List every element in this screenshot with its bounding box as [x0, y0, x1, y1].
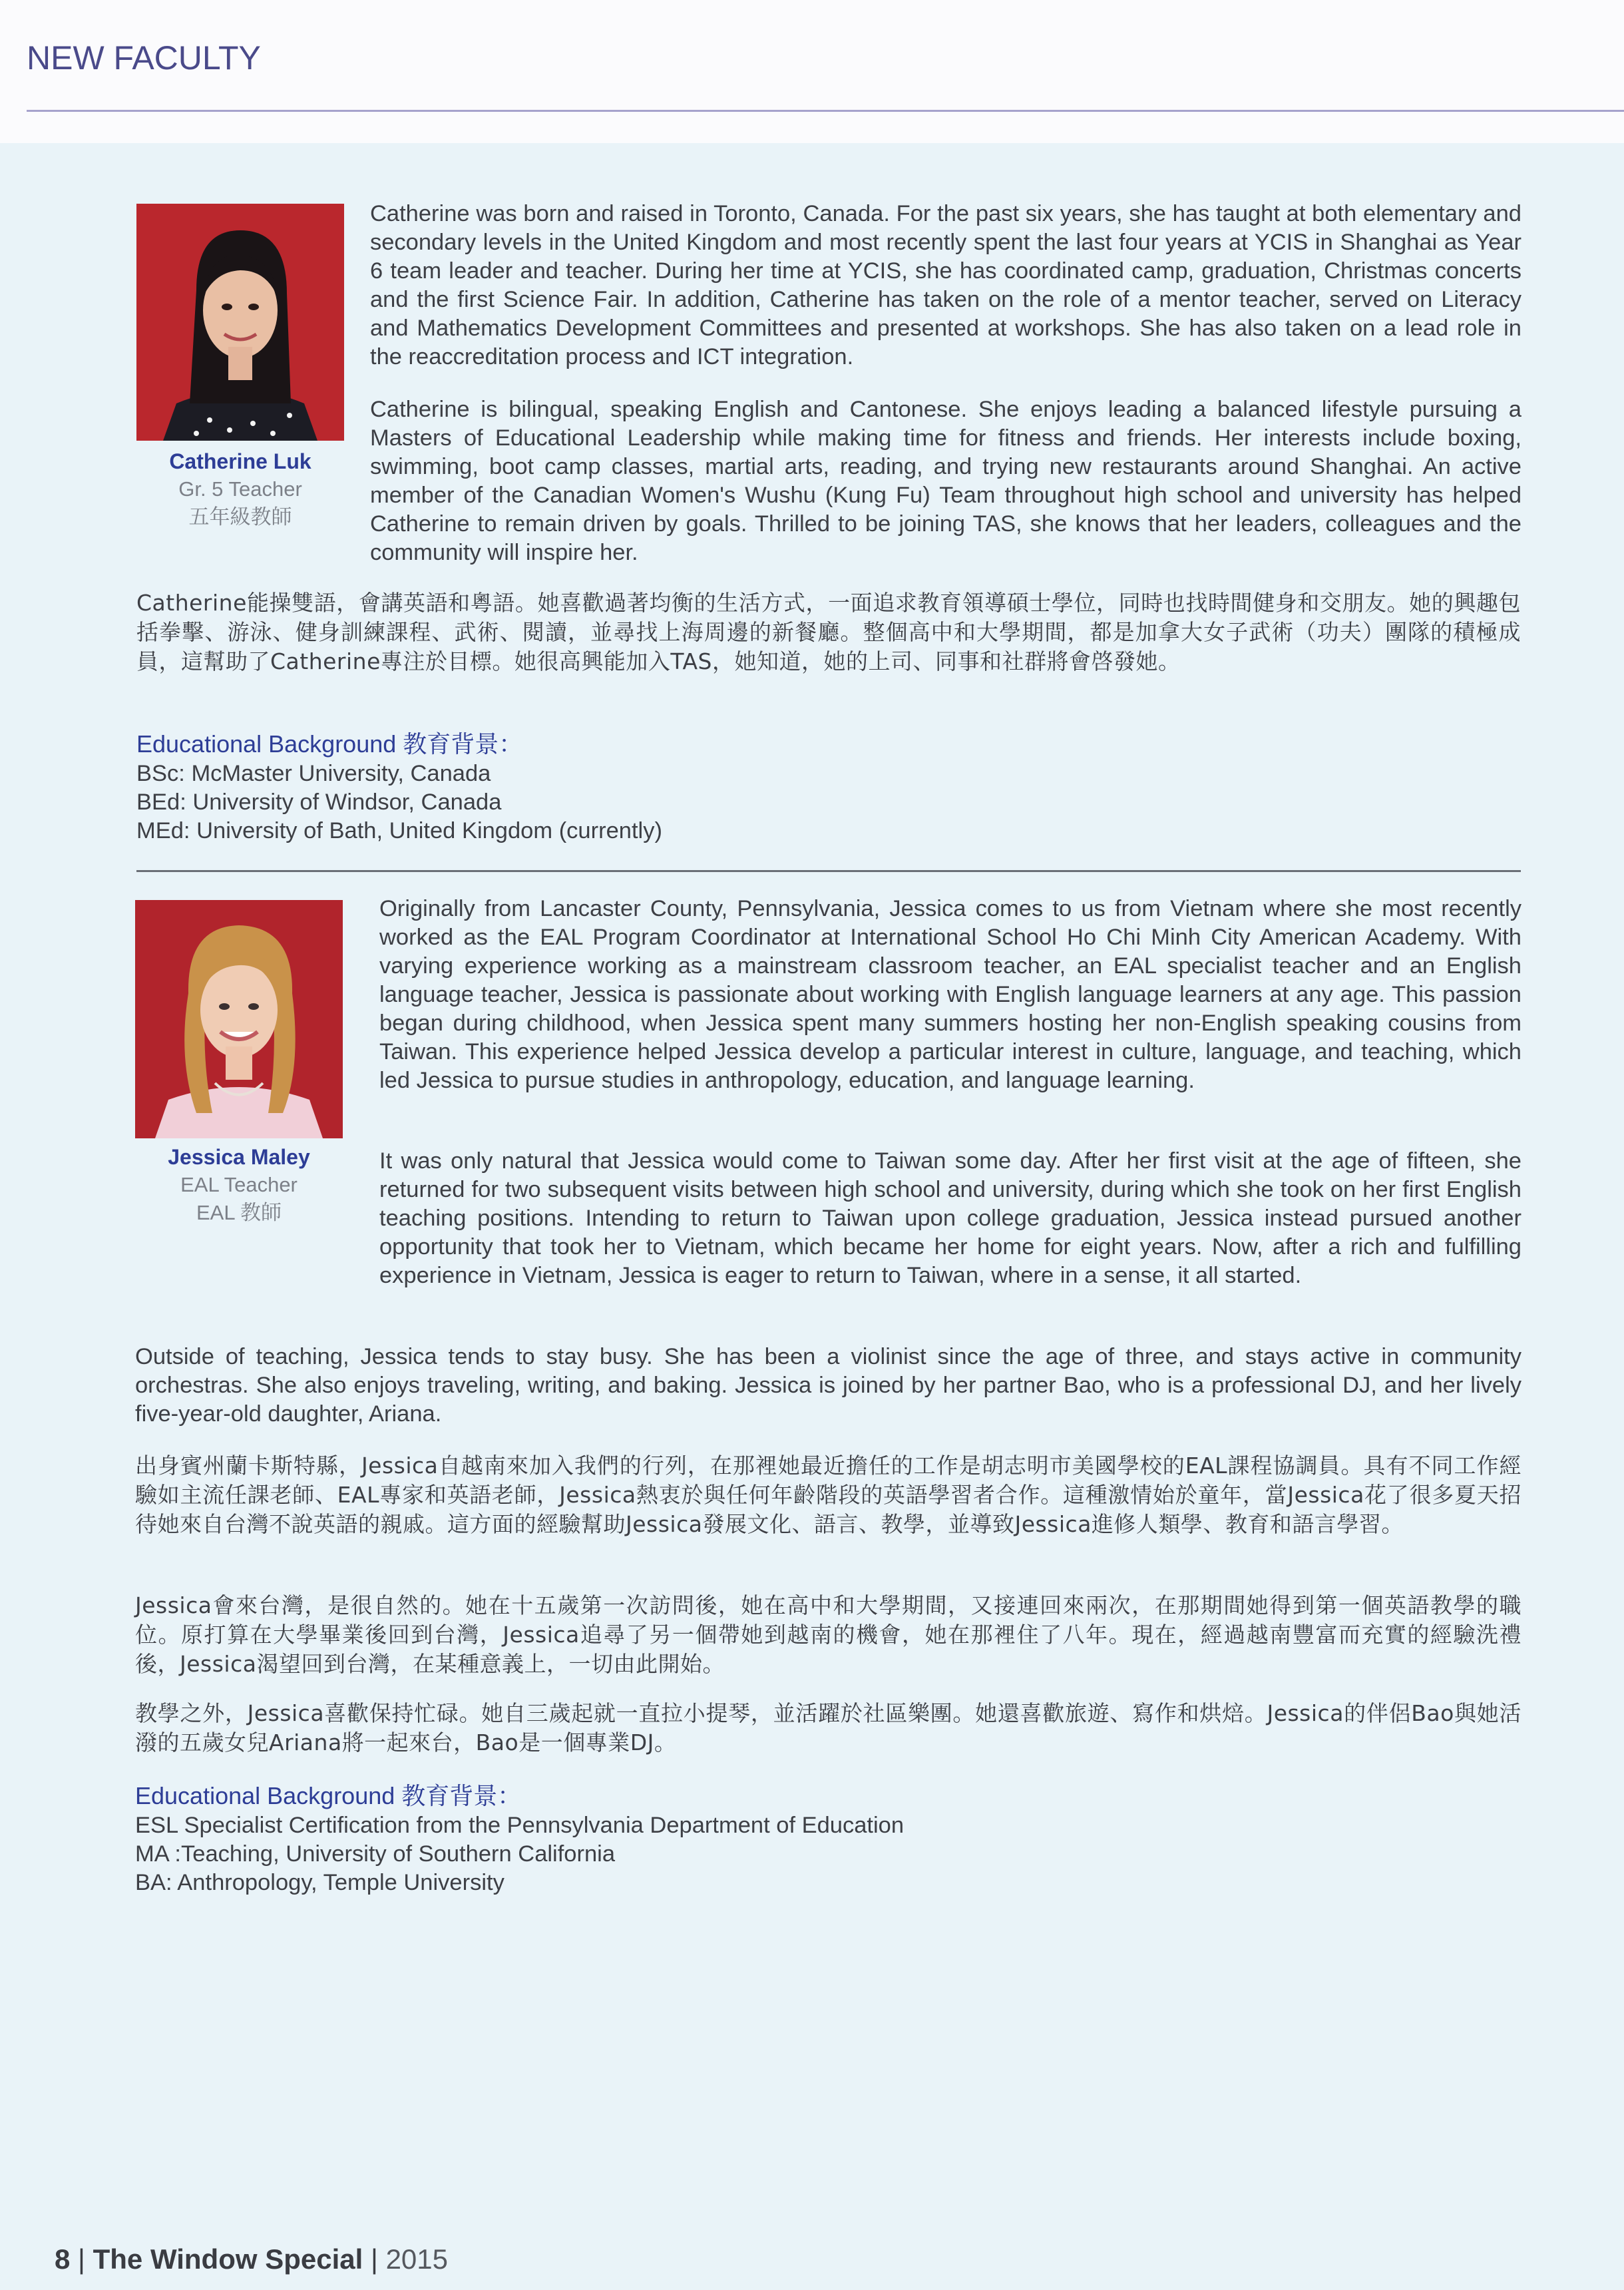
education-block — [135, 1781, 904, 1897]
header-rule — [27, 110, 1624, 112]
education-block — [136, 729, 662, 845]
bio-paragraph: Catherine is bilingual, speaking English and Cantonese. She enjoys leading a balanced lifestyle pursuing a Masters of Educational Leadership while making time for fitness and friends. Her interests include boxing, swimming, boot camp classes, martial arts, reading, and trying new restaurants around Shanghai. An active member of the Canadian Women's Wushu (Kung Fu) Team throughout high school and university has helped Catherine to remain driven by goals. Thrilled to be joining TAS, she knows that her leaders, colleagues and the community will inspire her. — [370, 397, 1522, 565]
bio-paragraph-zh: Catherine能操雙語，會講英語和粵語。她喜歡過著均衡的生活方式，一面追求教育領導碩士學位，同時也找時間健身和交朋友。她的興趣包括拳擊、游泳、健身訓練課程、武術、閱讀，並尋找上海周邊的新餐廳。整個高中和大學期間，都是加拿大女子武術（功夫）團隊的積極成員，這幫助了Catherine專注於目標。她很高興能加入TAS，她知道，她的上司、同事和社群將會啓發她。 — [136, 590, 1521, 674]
education-item: BA: Anthropology, Temple University — [135, 1870, 505, 1895]
education-item: MEd: University of Bath, United Kingdom (currently) — [136, 818, 662, 843]
education-heading: Educational Background 教育背景： — [136, 730, 523, 758]
bio-paragraph: Outside of teaching, Jessica tends to stay busy. She has been a violinist since the age of three, and stays active in community orchestras. She also enjoys traveling, writing, and baking. Jessica is joined by her partner Bao, who is a professional DJ, and her lively five-year-old daughter, Ariana. — [135, 1344, 1522, 1427]
faculty-role-en: Gr. 5 Teacher — [178, 477, 302, 501]
jessica-maley-photo — [135, 900, 343, 1138]
jessica-maley-caption — [135, 1143, 343, 1227]
publication-title: The Window Special — [93, 2243, 363, 2275]
education-item: MA :Teaching, University of Southern California — [135, 1841, 616, 1867]
section-divider — [136, 870, 1521, 872]
catherine-luk-photo — [136, 204, 344, 441]
section-title: NEW FACULTY — [27, 39, 261, 77]
bio-paragraph-zh: 出身賓州蘭卡斯特縣，Jessica自越南來加入我們的行列，在那裡她最近擔任的工作是胡志明市美國學校的EAL課程協調員。具有不同工作經驗如主流任課老師、EAL專家和英語老師，Jessica熱衷於與任何年齡階段的英語學習者合作。這種激情始於童年，當Jessica花了很多夏天招待她來自台灣不說英語的親戚。這方面的經驗幫助Jessica發展文化、語言、教學，並導致Jessica進修人類學、教育和語言學習。 — [135, 1453, 1522, 1537]
bio-paragraph: Catherine was born and raised in Toronto, Canada. For the past six years, she has taught at both elementary and secondary levels in the United Kingdom and most recently spent the last four years at YCIS in Shanghai as Year 6 team leader and teacher. During her time at YCIS, she has coordinated camp, graduation, Christmas concerts and the first Science Fair. In addition, Catherine has taken on the role of a mentor teacher, served on Literacy and Mathematics Development Committees and presented at workshops. She has also taken on a lead role in the reaccreditation process and ICT integration. — [370, 201, 1522, 369]
bio-paragraph: Originally from Lancaster County, Pennsylvania, Jessica comes to us from Vietnam where she most recently worked as the EAL Program Coordinator at International School Ho Chi Minh City American Academy. With varying experience working as a mainstream classroom teacher, an EAL specialist teacher and an English language teacher, Jessica is passionate about working with English language learners at any age. This passion began during childhood, when Jessica spent many summers hosting her non-English speaking cousins from Taiwan. This experience helped Jessica develop a particular interest in culture, language, and teaching, which led Jessica to pursue studies in anthropology, education, and language learning. — [379, 896, 1522, 1093]
education-heading: Educational Background 教育背景： — [135, 1782, 522, 1809]
publication-year: 2015 — [385, 2243, 448, 2275]
bio-paragraph-zh: 教學之外，Jessica喜歡保持忙碌。她自三歲起就一直拉小提琴，並活躍於社區樂團。她還喜歡旅遊、寫作和烘焙。Jessica的伴侶Bao與她活潑的五歲女兒Ariana將一起來台，Bao是一個專業DJ。 — [135, 1700, 1522, 1755]
catherine-luk-caption — [136, 447, 344, 531]
faculty-role-zh: 五年級教師 — [188, 505, 292, 529]
bio-paragraph: It was only natural that Jessica would come to Taiwan some day. After her first visit at the age of fifteen, she returned for two subsequent visits between high school and university, during which she took on her first English teaching positions. Intending to return to Taiwan upon college graduation, Jessica instead pursued another opportunity that took her to Vietnam, which became her home for eight years. Now, after a rich and fulfilling experience in Vietnam, Jessica is eager to return to Taiwan, where in a sense, it all started. — [379, 1148, 1522, 1288]
footer-separator: | — [370, 2243, 378, 2275]
education-item: BSc: McMaster University, Canada — [136, 761, 491, 786]
page-footer — [55, 2243, 448, 2275]
faculty-role-en: EAL Teacher — [180, 1173, 298, 1196]
education-item: ESL Specialist Certification from the Pennsylvania Department of Education — [135, 1813, 905, 1838]
page-number: 8 — [55, 2243, 71, 2275]
footer-separator: | — [78, 2243, 85, 2275]
faculty-name: Jessica Maley — [168, 1145, 310, 1169]
faculty-role-zh: EAL 教師 — [196, 1201, 282, 1224]
education-item: BEd: University of Windsor, Canada — [136, 790, 502, 815]
faculty-name: Catherine Luk — [169, 449, 311, 473]
bio-paragraph-zh: Jessica會來台灣，是很自然的。她在十五歲第一次訪問後，她在高中和大學期間，又接連回來兩次，在那期間她得到第一個英語教學的職位。原打算在大學畢業後回到台灣，Jessica追尋了另一個帶她到越南的機會，她在那裡住了八年。現在，經過越南豐富而充實的經驗洗禮後，Jessica渴望回到台灣，在某種意義上，一切由此開始。 — [135, 1592, 1522, 1677]
